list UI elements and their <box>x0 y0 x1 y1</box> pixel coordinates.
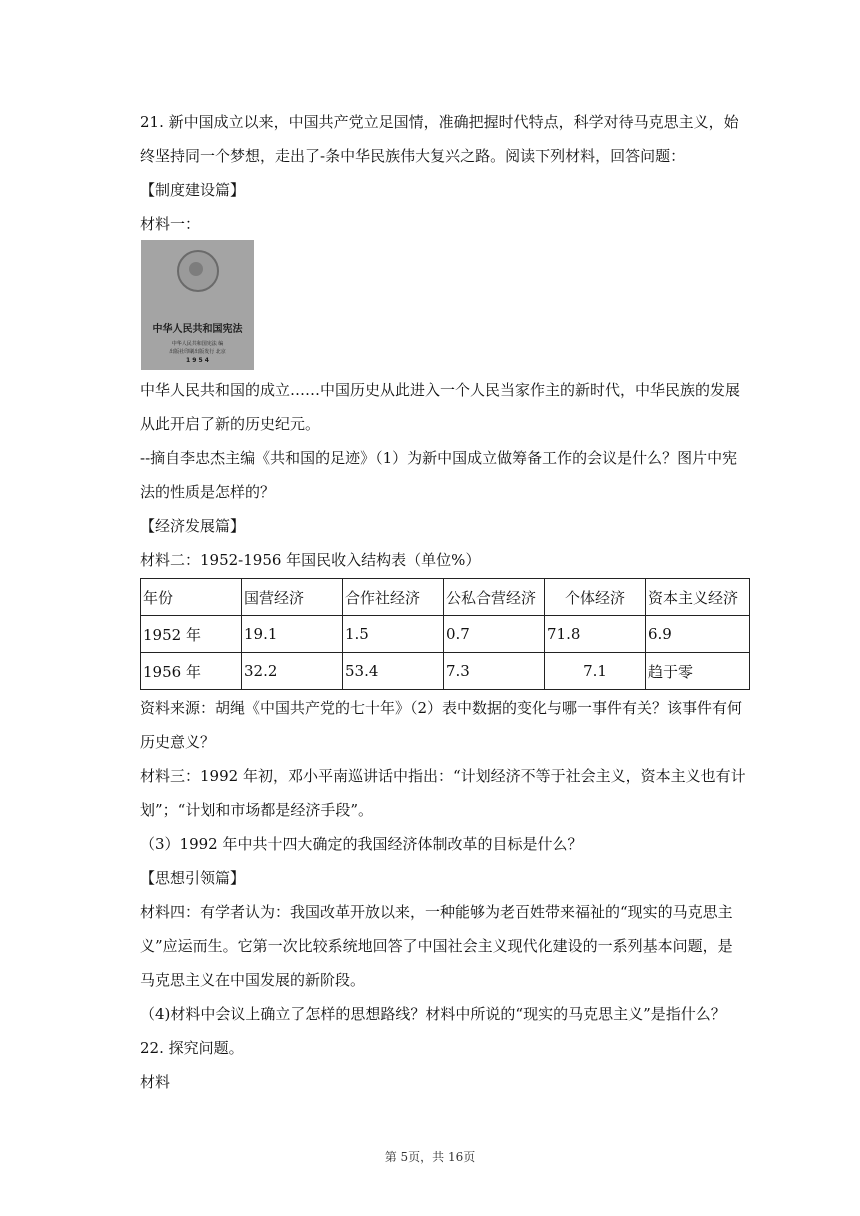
q22-material-label: 材料 <box>140 1073 171 1091</box>
header-cell: 个体经济 <box>545 579 646 616</box>
q21-intro-line1: 21. 新中国成立以来，中国共产党立足国情，准确把握时代特点，科学对待马克思主义，始 <box>140 113 739 131</box>
material-4-line1: 材料四：有学者认为：我国改革开放以来，一种能够为老百姓带来福祉的“现实的马克思主 <box>140 903 733 921</box>
material-4-line2: 义”应运而生。它第一次比较系统地回答了中国社会主义现代化建设的一系列基本问题，是 <box>140 937 733 955</box>
header-cell: 公私合营经济 <box>444 579 545 616</box>
material-1-source-line1: --摘自李忠杰主编《共和国的足迹》（1）为新中国成立做筹备工作的会议是什么？图片中宪 <box>140 449 738 467</box>
section-heading-thought: 【思想引领篇】 <box>140 869 246 887</box>
table-cell: 7.3 <box>444 653 545 690</box>
cover-year: 1 9 5 4 <box>186 357 209 364</box>
table-cell: 19.1 <box>242 616 343 653</box>
section-heading-institution: 【制度建设篇】 <box>140 181 246 199</box>
header-cell: 年份 <box>141 579 242 616</box>
material-3-line2: 划”；“计划和市场都是经济手段”。 <box>140 801 374 819</box>
source-line1: 资料来源：胡绳《中国共产党的七十年》（2）表中数据的变化与哪一事件有关？该事件有何 <box>140 699 743 717</box>
table-cell: 6.9 <box>646 616 750 653</box>
question-4: （4)材料中会议上确立了怎样的思想路线？材料中所说的“现实的马克思主义”是指什么？ <box>140 1005 726 1023</box>
table-cell: 0.7 <box>444 616 545 653</box>
income-structure-table <box>140 578 750 690</box>
source-line2: 历史意义？ <box>140 733 216 751</box>
material-1-text-line2: 从此开启了新的历史纪元。 <box>140 415 321 433</box>
table-cell: 趋于零 <box>646 653 750 690</box>
header-cell: 国营经济 <box>242 579 343 616</box>
table-row <box>141 653 750 690</box>
table-cell: 1956 年 <box>141 653 242 690</box>
material-2-label: 材料二：1952-1956 年国民收入结构表（单位%） <box>140 551 481 569</box>
q22-heading: 22. 探究问题。 <box>140 1039 244 1057</box>
table-header-row <box>141 579 750 616</box>
table-cell: 1.5 <box>343 616 444 653</box>
table-cell: 32.2 <box>242 653 343 690</box>
header-cell: 资本主义经济 <box>646 579 750 616</box>
table-cell: 7.1 <box>545 653 646 690</box>
question-3: （3）1992 年中共十四大确定的我国经济体制改革的目标是什么？ <box>140 835 583 853</box>
section-heading-economy: 【经济发展篇】 <box>140 517 246 535</box>
material-4-line3: 马克思主义在中国发展的新阶段。 <box>140 971 366 989</box>
q21-intro-line2: 终坚持同一个梦想，走出了-条中华民族伟大复兴之路。阅读下列材料，回答问题： <box>140 147 686 165</box>
header-cell: 合作社经济 <box>343 579 444 616</box>
cover-publisher-line2: 出版社印刷出版发行 北京 <box>169 349 226 355</box>
material-1-text-line1: 中华人民共和国的成立……中国历史从此进入一个人民当家作主的新时代，中华民族的发展 <box>140 381 741 399</box>
page-footer: 第 5页，共 16页 <box>384 1150 476 1164</box>
cover-title: 中华人民共和国宪法 <box>152 324 243 335</box>
material-1-label: 材料一： <box>140 215 201 233</box>
table-cell: 71.8 <box>545 616 646 653</box>
cover-publisher-line1: 中华人民共和国宪法 编 <box>171 341 224 347</box>
material-3-line1: 材料三：1992 年初，邓小平南巡讲话中指出：“计划经济不等于社会主义，资本主义也有计 <box>140 767 746 785</box>
table-cell: 53.4 <box>343 653 444 690</box>
national-emblem-icon <box>177 250 219 292</box>
material-1-source-line2: 法的性质是怎样的？ <box>140 483 276 501</box>
constitution-cover-image <box>141 240 254 370</box>
table-cell: 1952 年 <box>141 616 242 653</box>
table-row <box>141 616 750 653</box>
